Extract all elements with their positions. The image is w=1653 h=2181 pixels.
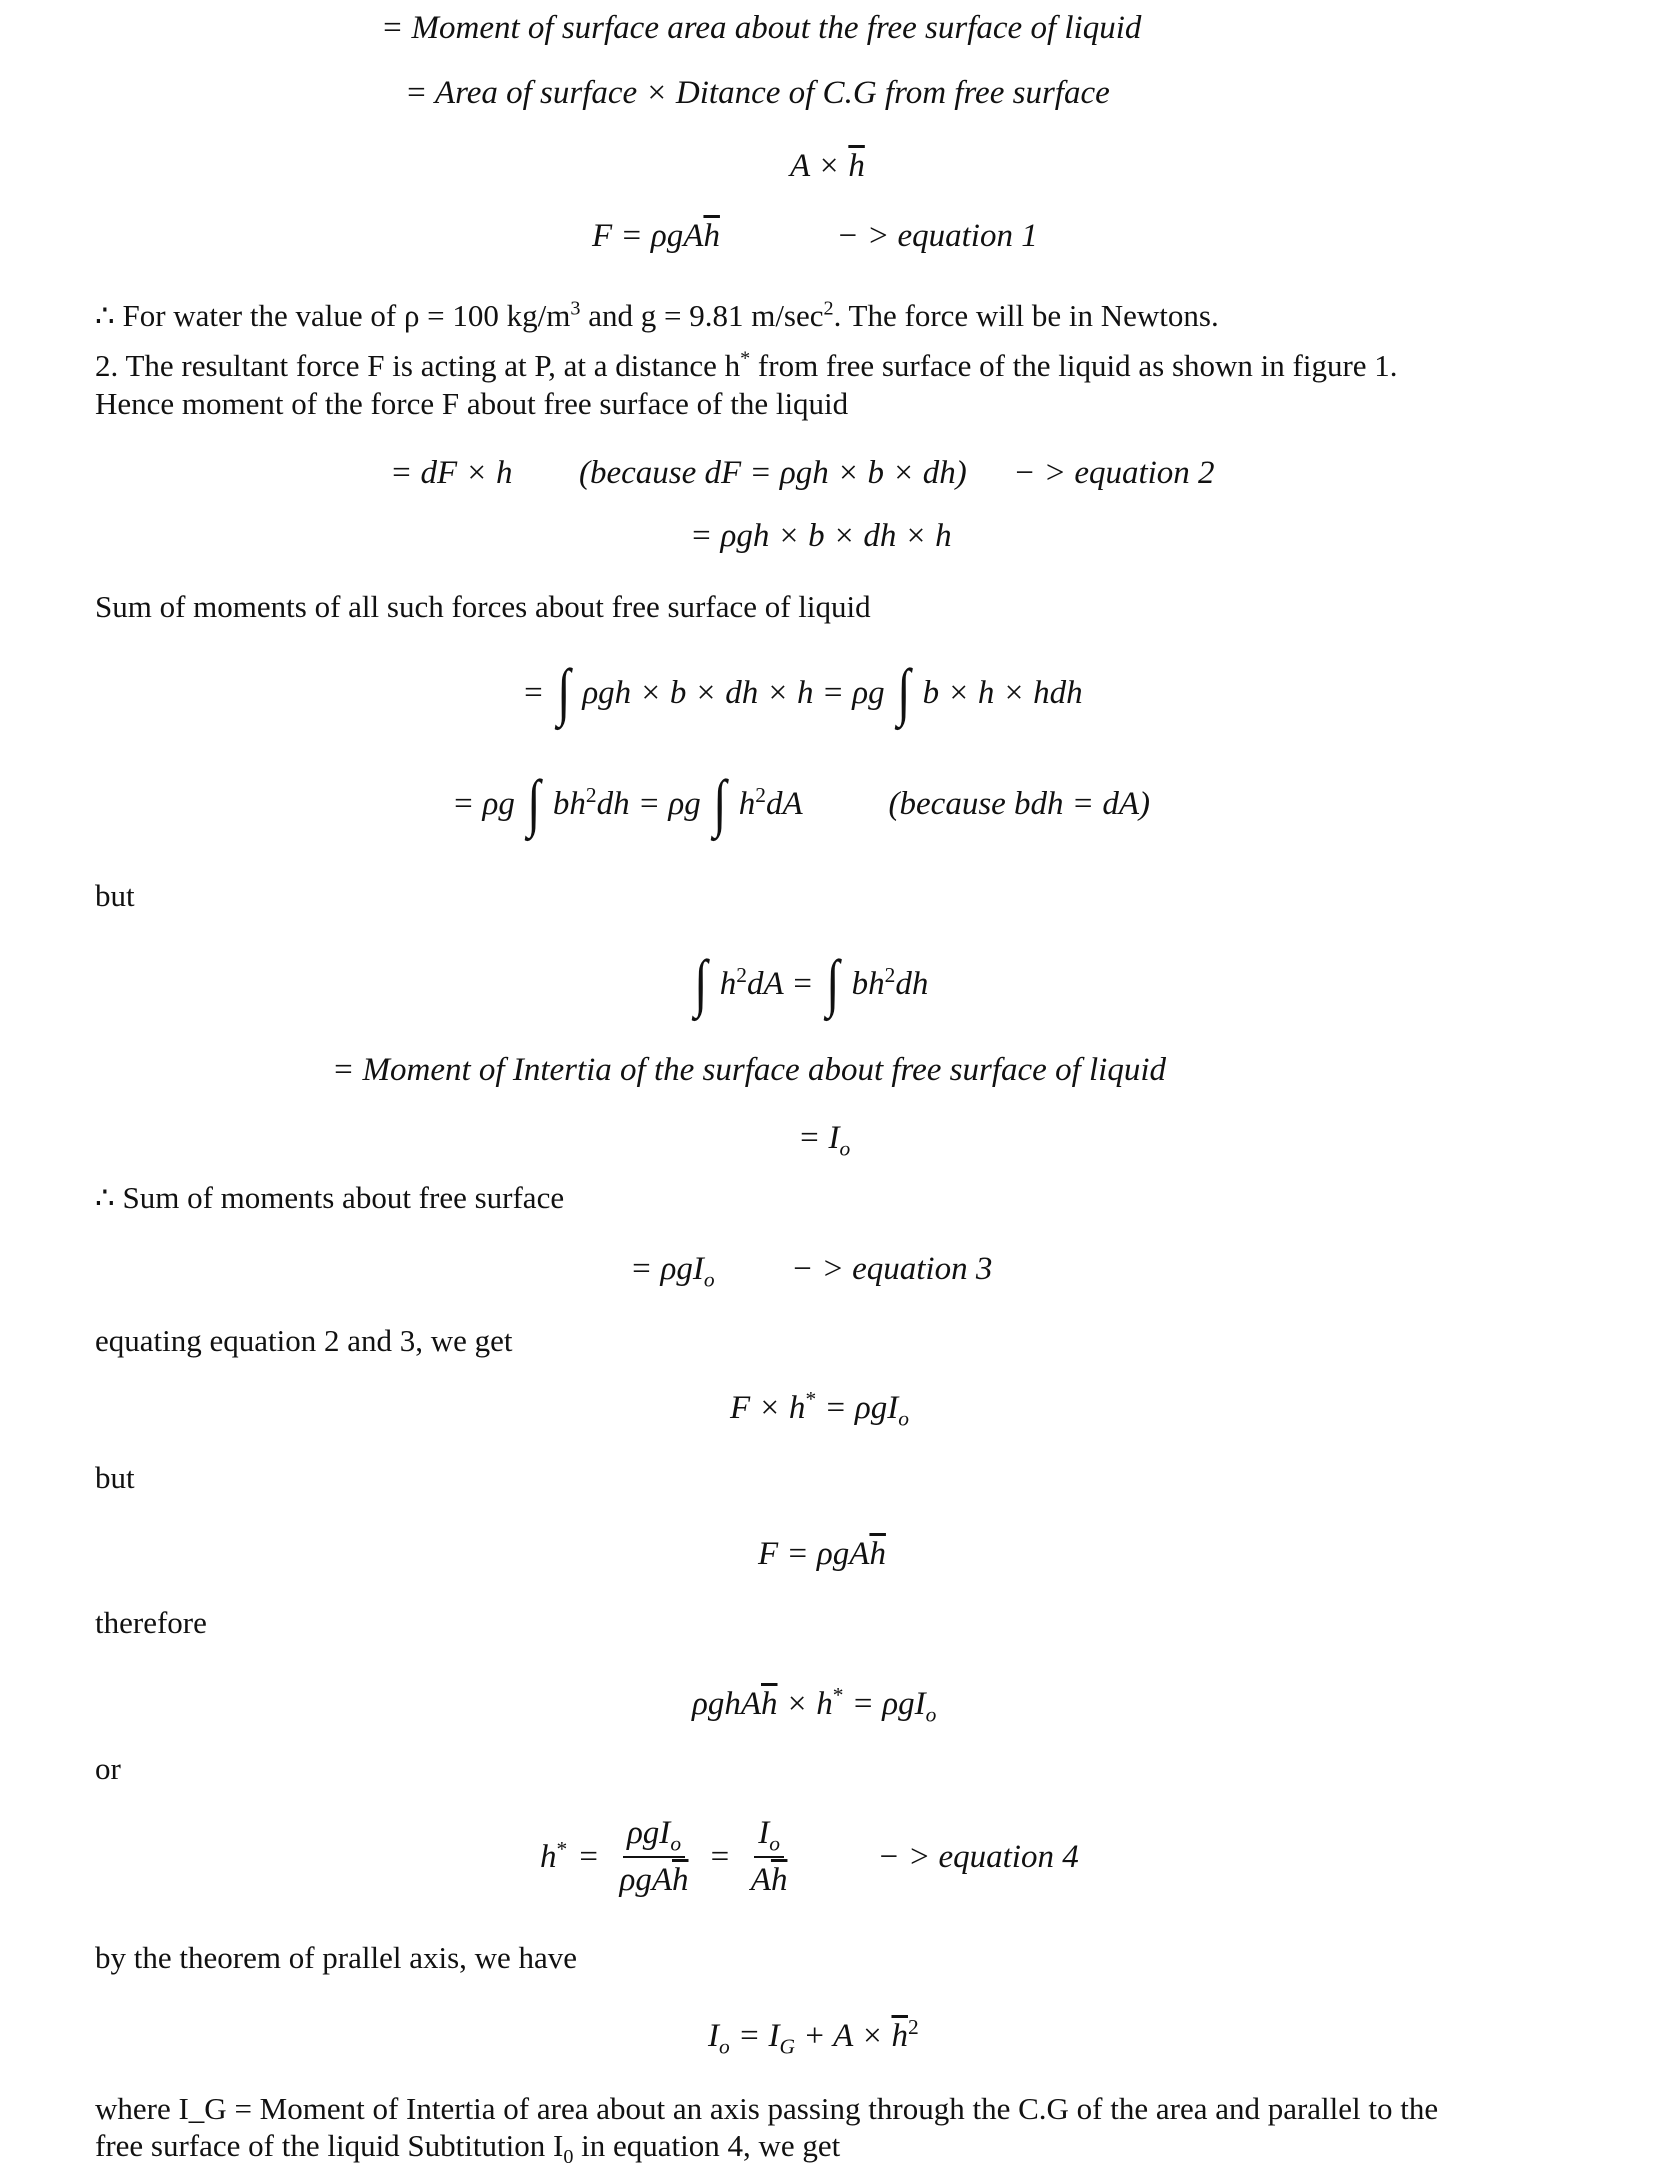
eq4-arrow-label: − > equation 4 [877, 1838, 1079, 1875]
where-text-2 [95, 2128, 841, 2169]
equation-2-continued: = ρgh × b × dh × h [690, 518, 952, 554]
f-eq-lhs: F = ρgA [758, 1536, 870, 1572]
sup-star: * [556, 1837, 568, 1861]
equals-io-line [798, 1120, 851, 1161]
int2-lhs: = ρg [452, 786, 515, 822]
h-bar: $\overline{h}$ [891, 2018, 908, 2054]
area-distance-line: = Area of surface × Ditance of C.G from free surface [405, 75, 1110, 111]
pa-i: I [708, 2018, 719, 2054]
sup-star: * [805, 1387, 817, 1411]
eq2-arrow-label: − > equation 2 [1013, 455, 1215, 491]
f-times-hstar-line [730, 1387, 909, 1431]
a-times-hbar [790, 148, 865, 185]
pgh-c: = ρgI [843, 1686, 926, 1722]
int1-middle: ρgh × b × dh × h = ρg [582, 675, 885, 711]
equation-1 [592, 218, 1038, 255]
or-text: or [95, 1751, 121, 1786]
eq3-lhs: = ρgI [630, 1251, 704, 1287]
int2-da: dA [765, 786, 803, 822]
but-text-2: but [95, 1460, 135, 1495]
equation-2 [390, 455, 1215, 492]
but-text: but [95, 878, 135, 913]
h-bar: $\overline{h}$ [761, 1686, 778, 1722]
sup-star: * [740, 347, 751, 370]
eq-i: = I [798, 1120, 840, 1156]
equation-4 [540, 1815, 1079, 1899]
equation-3 [630, 1251, 993, 1292]
moment-inertia-line: = Moment of Intertia of the surface about free surface of liquid [332, 1052, 1167, 1088]
sup-2: 2 [907, 2015, 919, 2039]
int1-right: b × h × hdh [922, 675, 1083, 711]
h-bar: $\overline{h}$ [869, 1536, 886, 1572]
sup-2: 2 [585, 783, 597, 807]
sub-0: 0 [563, 2146, 574, 2169]
resultant-text-b: from free surface of the liquid as shown in figure 1. [750, 348, 1398, 383]
sup-2: 2 [755, 783, 766, 807]
sup-3: 3 [570, 297, 581, 320]
therefore-text: therefore [95, 1605, 207, 1640]
pgh-line [692, 1683, 937, 1727]
resultant-text-a: 2. The resultant force F is acting at P, at a distance h [95, 348, 741, 383]
sub-g: G [779, 2034, 795, 2059]
sub-o: o [898, 1406, 909, 1431]
h-star: h [540, 1838, 557, 1875]
sub-o: o [839, 1136, 851, 1161]
h-bar: $\overline{h}$ [703, 218, 720, 254]
sup-2: 2 [736, 963, 747, 987]
fraction-1-denominator: $\rho gA\overline{h}$ [619, 1862, 689, 1898]
fraction-1-numerator: ρgI$_o$ [623, 1815, 685, 1858]
int2-h: h [738, 786, 756, 822]
sub-o: o [703, 1267, 715, 1292]
where-2a: free surface of the liquid Subtitution I [95, 2128, 564, 2163]
sum-all-forces-text: Sum of moments of all such forces about free surface of liquid [95, 589, 871, 624]
f-equals-line [758, 1536, 886, 1573]
eq3-arrow-label: − > equation 3 [791, 1251, 993, 1287]
sup-2: 2 [823, 297, 834, 320]
water-text-b: and g = 9.81 m/sec [580, 298, 824, 333]
int3-h: h [719, 966, 737, 1002]
int2-because: (because bdh = dA) [888, 786, 1150, 822]
eq2-because: (because dF = ρgh × b × dh) [578, 455, 967, 491]
int3-bh: bh [851, 966, 885, 1002]
where-2b: in equation 4, we get [573, 2128, 841, 2163]
equating-text: equating equation 2 and 3, we get [95, 1323, 513, 1358]
integral-line-1: = ∫ ρgh × b × dh × h = ρg ∫ b × h × hdh [522, 656, 1083, 727]
moment-surface-line: = Moment of surface area about the free surface of liquid [381, 10, 1142, 46]
fh-rhs: = ρgI [816, 1390, 899, 1426]
integral-line-2: = ρg ∫ $bh^2dh = \rho g$ ∫ $h^2dA$ (because bdh = dA) [452, 767, 1150, 838]
resultant-force-text [95, 348, 1398, 384]
theorem-text: by the theorem of prallel axis, we have [95, 1940, 578, 1975]
fraction-2-numerator: $I_o$ [754, 1815, 784, 1858]
fraction-1 [616, 1815, 693, 1899]
pa-a-times: + A × [794, 2018, 892, 2054]
sub-o: o [925, 1702, 937, 1727]
h-bar: $\overline{h}$ [848, 148, 865, 184]
int2-bh: bh [552, 786, 586, 822]
eq2-lhs: = dF × h [390, 455, 513, 491]
sum-free-surface-text: ∴ Sum of moments about free surface [95, 1180, 565, 1215]
integral-line-3: ∫ $h^2dA$ = ∫ $bh^2dh$ [694, 947, 929, 1018]
a-times-text: A × [790, 148, 849, 184]
parallel-axis-equation [708, 2015, 919, 2059]
sup-star: * [832, 1683, 844, 1707]
hence-text: Hence moment of the force F about free surface of the liquid [95, 386, 849, 421]
sup-2: 2 [884, 963, 896, 987]
eq1-lhs: F = ρgA [592, 218, 704, 254]
pgh-b: × h [777, 1686, 833, 1722]
eq-sign: = [577, 1838, 600, 1875]
eq-sign: = [708, 1838, 731, 1875]
where-text-1: where I_G = Moment of Intertia of area about an axis passing through the C.G of the area and parallel to the [95, 2091, 1439, 2126]
sub-o: o [719, 2034, 730, 2059]
water-text-a: ∴ For water the value of ρ = 100 kg/m [95, 298, 571, 333]
fh-lhs: F × h [730, 1390, 806, 1426]
int3-da: dA = [747, 966, 814, 1002]
int3-dh: dh [895, 966, 929, 1002]
water-text-c: . The force will be in Newtons. [833, 298, 1219, 333]
eq-sign: = [522, 675, 545, 711]
fraction-2 [747, 1815, 792, 1899]
water-values-text [95, 298, 1219, 334]
fraction-2-denominator: $A\overline{h}$ [750, 1862, 788, 1898]
int2-middle: dh = ρg [596, 786, 701, 822]
eq1-arrow-label: − > equation 1 [836, 218, 1038, 254]
pgh-a: ρghA [692, 1686, 761, 1722]
pa-ig: = I [729, 2018, 780, 2054]
